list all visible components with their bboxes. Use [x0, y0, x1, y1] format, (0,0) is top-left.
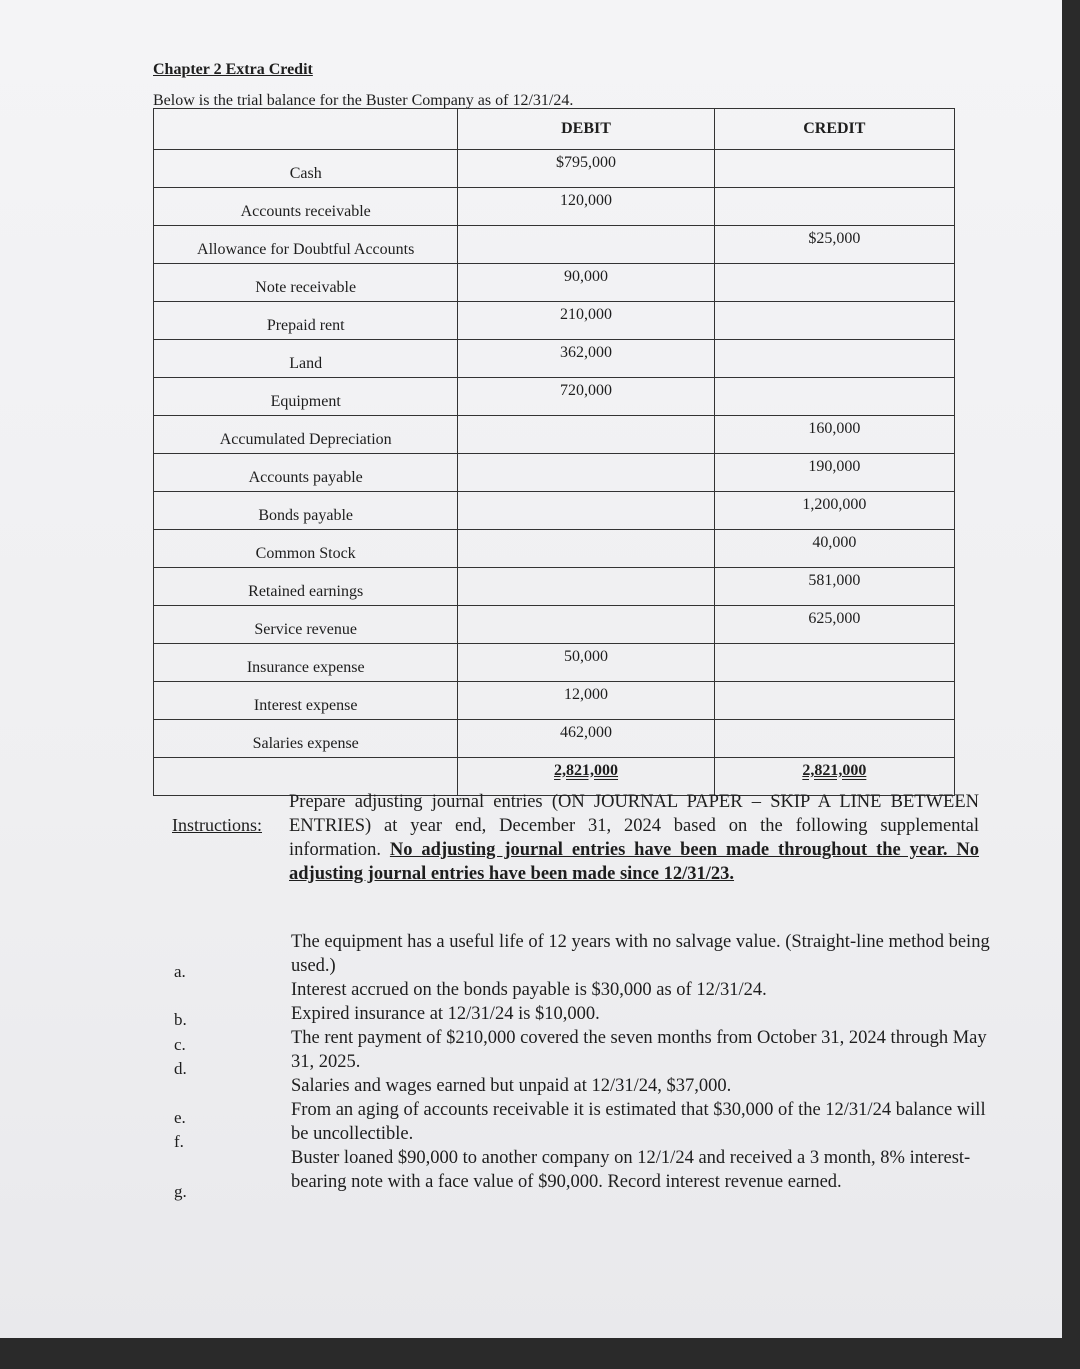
debit-amount	[458, 416, 714, 454]
debit-amount	[458, 606, 714, 644]
account-name: Common Stock	[154, 530, 458, 568]
list-item: The equipment has a useful life of 12 years with no salvage value. (Straight-line method being used.)	[291, 932, 990, 976]
credit-amount: 190,000	[714, 454, 954, 492]
account-name: Interest expense	[154, 682, 458, 720]
item-letter: e.	[174, 1108, 186, 1127]
table-row	[154, 492, 955, 530]
table-row	[154, 226, 955, 264]
table-row	[154, 606, 955, 644]
table-row	[154, 454, 955, 492]
item-letter: f.	[174, 1132, 184, 1151]
account-header	[154, 109, 458, 150]
credit-amount: 1,200,000	[714, 492, 954, 530]
item-letter: d.	[174, 1059, 187, 1078]
list-item: Buster loaned $90,000 to another company on 12/1/24 and received a 3 month, 8% interest-bearing note with a face value of $90,000. Record interest revenue earned.	[291, 1148, 971, 1192]
page-title: Chapter 2 Extra Credit	[153, 61, 313, 78]
table-header-row	[154, 109, 955, 150]
account-name: Accumulated Depreciation	[154, 416, 458, 454]
credit-amount	[714, 720, 954, 758]
credit-amount	[714, 340, 954, 378]
list-item: Expired insurance at 12/31/24 is $10,000.	[291, 1004, 600, 1024]
credit-amount	[714, 378, 954, 416]
credit-header: CREDIT	[714, 109, 954, 150]
credit-amount: 160,000	[714, 416, 954, 454]
account-name: Cash	[154, 150, 458, 188]
item-letter: c.	[174, 1035, 186, 1054]
credit-amount	[714, 188, 954, 226]
credit-amount: 40,000	[714, 530, 954, 568]
account-name: Land	[154, 340, 458, 378]
list-item: The rent payment of $210,000 covered the seven months from October 31, 2024 through May 31, 2025.	[291, 1028, 987, 1072]
intro-text: Below is the trial balance for the Buster Company as of 12/31/24.	[153, 92, 574, 109]
item-letter: b.	[174, 1010, 187, 1029]
table-row	[154, 264, 955, 302]
account-name: Insurance expense	[154, 644, 458, 682]
item-list	[291, 930, 991, 1194]
debit-amount: 362,000	[458, 340, 714, 378]
account-name: Accounts receivable	[154, 188, 458, 226]
credit-amount: 625,000	[714, 606, 954, 644]
debit-amount: 720,000	[458, 378, 714, 416]
table-row	[154, 720, 955, 758]
account-name: Service revenue	[154, 606, 458, 644]
credit-total-value: 2,821,000	[802, 762, 867, 779]
item-letter: a.	[174, 962, 186, 981]
debit-total-value: 2,821,000	[554, 762, 619, 779]
debit-amount: $795,000	[458, 150, 714, 188]
table-row	[154, 644, 955, 682]
list-item: Salaries and wages earned but unpaid at 12/31/24, $37,000.	[291, 1076, 732, 1096]
instructions-label: Instructions:	[172, 815, 262, 835]
table-row	[154, 682, 955, 720]
debit-amount: 462,000	[458, 720, 714, 758]
account-name: Equipment	[154, 378, 458, 416]
table-row	[154, 188, 955, 226]
list-item: From an aging of accounts receivable it is estimated that $30,000 of the 12/31/24 balance will be uncollectible.	[291, 1100, 986, 1144]
debit-amount	[458, 530, 714, 568]
table-row	[154, 416, 955, 454]
debit-amount: 12,000	[458, 682, 714, 720]
instructions-body: Prepare adjusting journal entries (ON JOURNAL PAPER – SKIP A LINE BETWEEN ENTRIES) at year end, December 31, 2024 based on the following supplemental information.	[289, 792, 979, 860]
debit-amount	[458, 568, 714, 606]
credit-amount	[714, 302, 954, 340]
credit-amount	[714, 150, 954, 188]
instructions-emphasis: No adjusting journal entries have been made throughout the year. No adjusting journal entries have been made since 12/31/23.	[289, 840, 980, 884]
trial-balance-table	[153, 108, 955, 796]
debit-amount: 50,000	[458, 644, 714, 682]
table-row	[154, 302, 955, 340]
account-name: Salaries expense	[154, 720, 458, 758]
account-name: Prepaid rent	[154, 302, 458, 340]
list-item: Interest accrued on the bonds payable is $30,000 as of 12/31/24.	[291, 980, 767, 1000]
table-row	[154, 530, 955, 568]
account-name: Note receivable	[154, 264, 458, 302]
instructions-text	[289, 790, 979, 886]
debit-amount	[458, 492, 714, 530]
account-name: Accounts payable	[154, 454, 458, 492]
credit-amount: $25,000	[714, 226, 954, 264]
debit-amount: 210,000	[458, 302, 714, 340]
item-letter: g.	[174, 1182, 187, 1201]
account-name: Bonds payable	[154, 492, 458, 530]
credit-amount	[714, 682, 954, 720]
debit-amount	[458, 226, 714, 264]
credit-amount	[714, 264, 954, 302]
debit-amount	[458, 454, 714, 492]
credit-amount: 581,000	[714, 568, 954, 606]
account-name: Retained earnings	[154, 568, 458, 606]
table-row	[154, 568, 955, 606]
debit-amount: 90,000	[458, 264, 714, 302]
debit-amount: 120,000	[458, 188, 714, 226]
account-name: Allowance for Doubtful Accounts	[154, 226, 458, 264]
credit-amount	[714, 644, 954, 682]
debit-header: DEBIT	[458, 109, 714, 150]
table-row	[154, 150, 955, 188]
table-row	[154, 378, 955, 416]
table-row	[154, 340, 955, 378]
